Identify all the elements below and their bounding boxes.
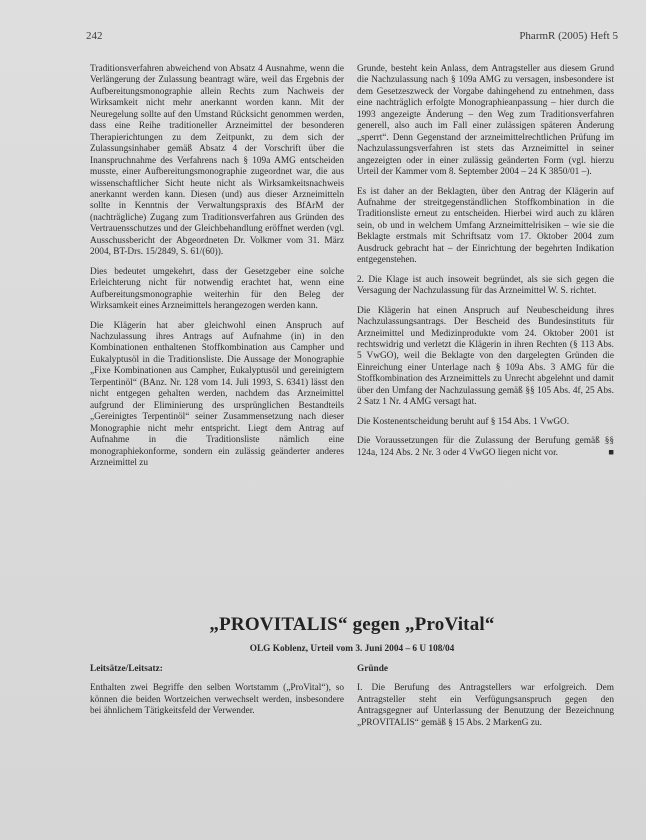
section-heading: Gründe: [357, 664, 388, 674]
left-column: [90, 64, 344, 477]
article-subtitle: OLG Koblenz, Urteil vom 3. Juni 2004 – 6 U 108/04: [249, 644, 455, 654]
paragraph-text: Die Voraussetzungen für die Zulassung der Berufung gemäß §§ 124a, 124 Abs. 2 Nr. 3 oder 4 VwGO liegen nicht vor.: [357, 436, 614, 458]
running-header: [86, 30, 618, 42]
section-heading: Leitsätze/Leitsatz:: [90, 664, 163, 674]
paragraph: Die Klägerin hat einen Anspruch auf Neubescheidung ihres Nachzulassungsantrags. Der Bescheid des Bundesinstituts für Arzneimittel und Medizinprodukte vom 24. Oktober 2001 ist rechtswidrig und verletzt die Klägerin in ihren Rechten (§ 113 Abs. 5 VwGO), weil die Beklagte von den dargelegten Gründen die Einreichung einer Unterlage nach § 109a Abs. 3 AMG für die Stoffkombination des Arzneimittels zu Unrecht abgelehnt und damit über den Umfang der Nachzulassung gemäß §§ 105 Abs. 4f, 25 Abs. 2 Satz 1 Nr. 4 AMG versagt hat.: [357, 305, 614, 408]
page-number: 242: [86, 30, 103, 42]
paragraph: 2. Die Klage ist auch insoweit begründet, als sie sich gegen die Versagung der Nachzulassung für das Arzneimittel W. S. richtet.: [357, 274, 614, 297]
paragraph: Die Kostenentscheidung beruht auf § 154 Abs. 1 VwGO.: [357, 416, 570, 427]
article-title: „PROVITALIS“ gegen „ProVital“: [209, 614, 495, 635]
paragraph: Dies bedeutet umgekehrt, dass der Gesetzgeber eine solche Erleichterung nicht für notwendig erachtet hat, wenn eine Aufbereitungsmonographie weiterhin für den Beleg der Wirksamkeit eines Arzneimittels herangezogen werden kann.: [90, 266, 344, 312]
paragraph: Enthalten zwei Begriffe den selben Wortstamm („ProVital“), so können die beiden Wortzeichen verwechselt werden, insbesondere bei ähnlichem Tätigkeitsfeld der Verwender.: [90, 683, 344, 717]
paragraph: Die Klägerin hat aber gleichwohl einen Anspruch auf Nachzulassung ihres Antrags auf Aufnahme (in) in den Kombinationen enthaltenen Stoffkombination aus Campher und Eukalyptusöl in die Traditionsliste. Die Aussage der Monographie „Fixe Kombinationen aus Campher, Eukalyptusöl und gereinigtem Terpentinöl“ (BAnz. Nr. 128 vom 14. Juli 1993, S. 6341) lässt den nicht entgegen gehalten werden, nachdem das Arzneimittel aufgrund der Eliminierung des ursprünglichen Bestandteils „Gereinigtes Terpentinöl“ seiner Zusammensetzung nach dieser Monographie nicht mehr entspricht. Liegt dem Antrag auf Aufnahme in die Traditionsliste nämlich eine monographiekonforme, sondern ein zulässig geänderter anderes Arzneimittel zu: [90, 320, 344, 468]
right-column: [357, 64, 614, 467]
journal-title: PharmR (2005) Heft 5: [519, 30, 618, 42]
headnote-column: [90, 664, 344, 726]
paragraph: I. Die Berufung des Antragstellers war erfolgreich. Dem Antragsteller steht ein Verfügungsanspruch gegen den Antragsgegner auf Unterlassung der Benutzung der Bezeichnung „PROVITALIS“ gemäß § 15 Abs. 2 MarkenG zu.: [357, 683, 614, 728]
paragraph: Grunde, besteht kein Anlass, dem Antragsteller aus diesem Grund die Nachzulassung nach § 109a AMG zu versagen, insbesondere ist dem Gesetzeszweck der Vorgabe dahingehend zu entnehmen, dass eine nachträglich erfolgte Monographieanpassung – hier durch die 1993 angezeigte Änderung – den Weg zum Traditionsverfahren generell, also auch im Fall einer zulässigen späteren Änderung „sperrt“. Denn Gegenstand der arzneimittelrechtlichen Prüfung im Nachzulassungsverfahren ist stets das Arzneimittel in seiner angezeigten oder in einer zulässig geänderten Form (vgl. hierzu Urteil der Kammer vom 8. September 2004 – 24 K 3850/01 –).: [357, 64, 614, 178]
paragraph: Traditionsverfahren abweichend von Absatz 4 Ausnahme, wenn die Verlängerung der Zulassung beantragt wäre, weil das Ergebnis der Aufbereitungsmonographie allein Rechts zum Nachweis der Wirksamkeit nicht mehr anerkannt worden kann. Mit der Neuregelung sollte auf den Umstand Rücksicht genommen werden, dass eine Reihe traditioneller Arzneimittel der besonderen Therapierichtungen zu dem Zeitpunkt, zu dem sich der Zulassungsinhaber gemäß Absatz 4 der Vorschrift über die Inanspruchnahme des Verfahrens nach § 109a AMG entscheiden musste, einer Aufbereitungsmonographie zugeordnet war, die aus wissenschaftlicher Sicht heute nicht als Wirksamkeitsnachweis anerkannt werden kann. Diesen (und) aus dieser Arzneimitteln sollte in Kenntnis der Verwaltungspraxis des BfArM der (nachträgliche) Zugang zum Traditionsverfahren aus Gründen des Vertrauensschutzes und der Gleichbehandlung eröffnet werden (vgl. Ausschussbericht der Abgeordneten Dr. Volkmer vom 31. März 2004, BT-Drs. 15/2849, S. 61/(60)).: [90, 64, 344, 258]
paragraph: [357, 436, 614, 459]
paragraph: Es ist daher an der Beklagten, über den Antrag der Klägerin auf Aufnahme der streitgegenständlichen Stoffkombination in die Traditionsliste erneut zu entscheiden. Hierbei wird auch zu klären sein, ob und in welchem Umfang Arzneimittelrisiken – wie sie die Beklagte erstmals mit Schriftsatz vom 17. Oktober 2004 zum Ausdruck gebracht hat – der Einrichtung der begehrten Indikation entgegenstehen.: [357, 186, 614, 266]
end-mark: ■: [608, 447, 614, 458]
reasons-column: [357, 664, 614, 737]
